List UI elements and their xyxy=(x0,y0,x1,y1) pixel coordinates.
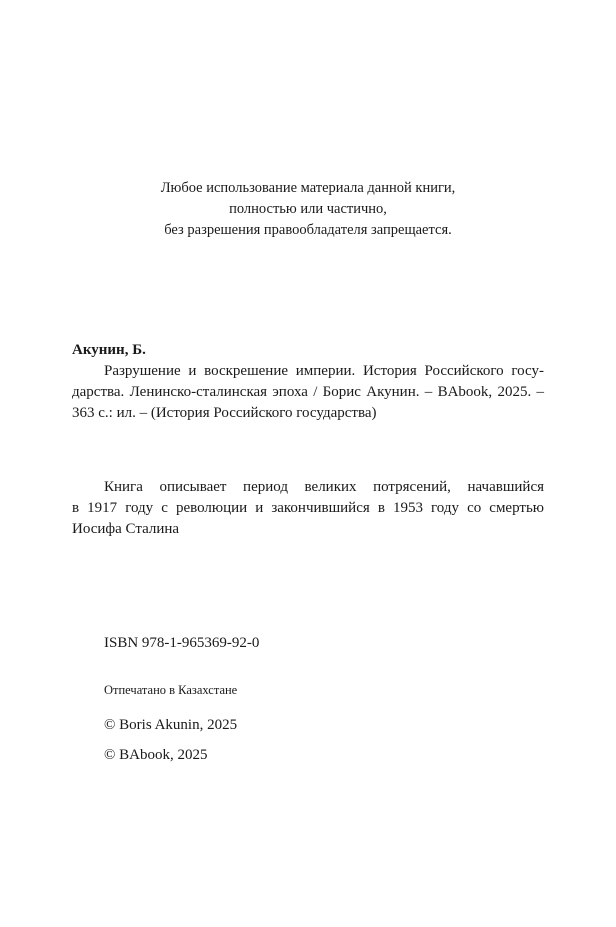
bibliographic-line-3: 363 с.: ил. – (История Российского государства) xyxy=(72,405,377,421)
annotation-line-2: в 1917 году с революции и закончившийся в 1953 году со смертью xyxy=(72,500,544,516)
isbn: ISBN 978-1-965369-92-0 xyxy=(104,635,260,651)
copyright-publisher: © BAbook, 2025 xyxy=(104,747,208,763)
bibliographic-record xyxy=(72,340,544,424)
author-heading: Акунин, Б. xyxy=(72,342,146,358)
rights-notice xyxy=(0,178,616,241)
annotation-line-3: Иосифа Сталина xyxy=(72,521,180,537)
rights-notice-line-2: полностью или частично, xyxy=(229,201,387,217)
printed-in: Отпечатано в Казахстане xyxy=(104,683,238,697)
rights-notice-line-1: Любое использование материала данной книги, xyxy=(160,180,456,196)
rights-notice-line-3: без разрешения правообладателя запрещается. xyxy=(164,222,452,238)
annotation-line-1: Книга описывает период великих потрясений, начавшийся xyxy=(104,479,544,495)
bibliographic-line-2: дарства. Ленинско-сталинская эпоха / Борис Акунин. – BAbook, 2025. – xyxy=(72,384,544,400)
copyright-author: © Boris Akunin, 2025 xyxy=(104,717,238,733)
bibliographic-line-1: Разрушение и воскрешение империи. История Российского госу- xyxy=(104,363,544,379)
book-annotation xyxy=(72,477,544,540)
